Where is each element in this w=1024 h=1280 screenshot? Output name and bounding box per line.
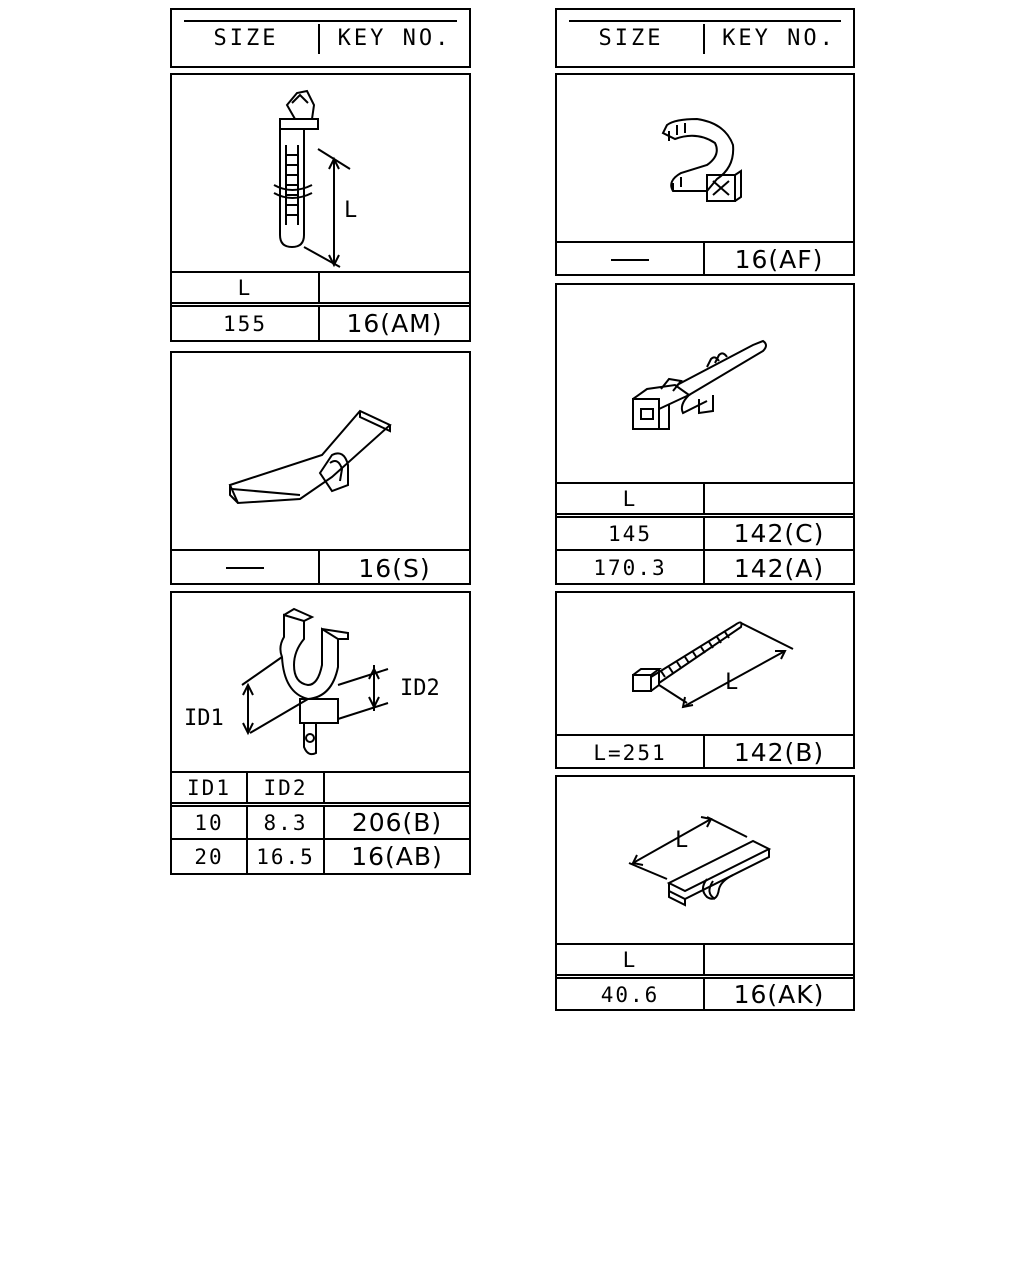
part-illustration-pipe-clamp [172, 593, 469, 773]
id2-dimension-label: ID2 [400, 676, 440, 701]
table-row [557, 736, 853, 769]
dimension-heading: L [172, 273, 320, 302]
dimension-label: L [675, 828, 689, 853]
table-row [172, 807, 469, 840]
size-value-none [172, 551, 320, 585]
size-value: 145 [557, 518, 705, 549]
id1-dimension-label: ID1 [184, 706, 224, 731]
key-header: KEY NO. [722, 25, 836, 51]
blank-cell [325, 773, 469, 802]
id2-value: 16.5 [248, 840, 325, 873]
dimension-label: L [344, 198, 358, 223]
part-illustration-flat-strap-clip [172, 353, 469, 551]
key-header: KEY NO. [337, 25, 452, 51]
table-row [172, 840, 469, 873]
id2-value: 8.3 [248, 807, 325, 838]
key-number: 142(A) [733, 553, 825, 583]
size-heading-row [172, 273, 469, 307]
id1-value: 20 [172, 840, 248, 873]
part-panel-af [555, 73, 855, 276]
key-number: 16(AK) [733, 980, 825, 1009]
key-number: 16(S) [358, 553, 431, 583]
table-row [557, 979, 853, 1010]
part-illustration-open-clamp [557, 75, 853, 243]
part-panel-am [170, 73, 471, 342]
key-number: 206(B) [351, 808, 443, 837]
part-illustration-cable-tie [557, 593, 853, 736]
key-number: 142(B) [733, 738, 825, 767]
size-value: 40.6 [557, 979, 705, 1010]
size-heading-row [557, 945, 853, 979]
size-heading-row [557, 484, 853, 518]
part-illustration-push-clip [172, 75, 469, 273]
left-header [170, 8, 471, 68]
id1-heading: ID1 [172, 773, 248, 802]
key-number: 16(AB) [351, 842, 443, 871]
key-number: 142(C) [733, 519, 825, 548]
key-number: 16(AM) [346, 309, 443, 338]
size-value: 155 [172, 307, 320, 340]
table-row [557, 243, 853, 276]
part-panel-b [555, 591, 855, 769]
part-illustration-flat-clip [557, 777, 853, 945]
blank-cell [705, 945, 853, 974]
dimension-label: L [725, 670, 739, 695]
size-value: L=251 [557, 736, 705, 769]
table-row [557, 518, 853, 551]
blank-cell [320, 273, 469, 302]
part-panel-ak [555, 775, 855, 1011]
part-illustration-band-clip [557, 285, 853, 484]
part-panel-ab [170, 591, 471, 875]
table-row [172, 307, 469, 340]
dimension-heading: L [557, 484, 705, 513]
dimension-heading: L [557, 945, 705, 974]
size-value-none [557, 243, 705, 276]
size-header: SIZE [172, 10, 320, 66]
size-value: 170.3 [557, 551, 705, 585]
id2-heading: ID2 [248, 773, 325, 802]
right-header [555, 8, 855, 68]
table-row [557, 551, 853, 585]
key-number: 16(AF) [734, 245, 824, 274]
table-row [172, 551, 469, 585]
part-panel-s [170, 351, 471, 585]
size-heading-row [172, 773, 469, 807]
part-panel-c-a [555, 283, 855, 585]
size-header: SIZE [557, 10, 705, 66]
blank-cell [705, 484, 853, 513]
id1-value: 10 [172, 807, 248, 838]
